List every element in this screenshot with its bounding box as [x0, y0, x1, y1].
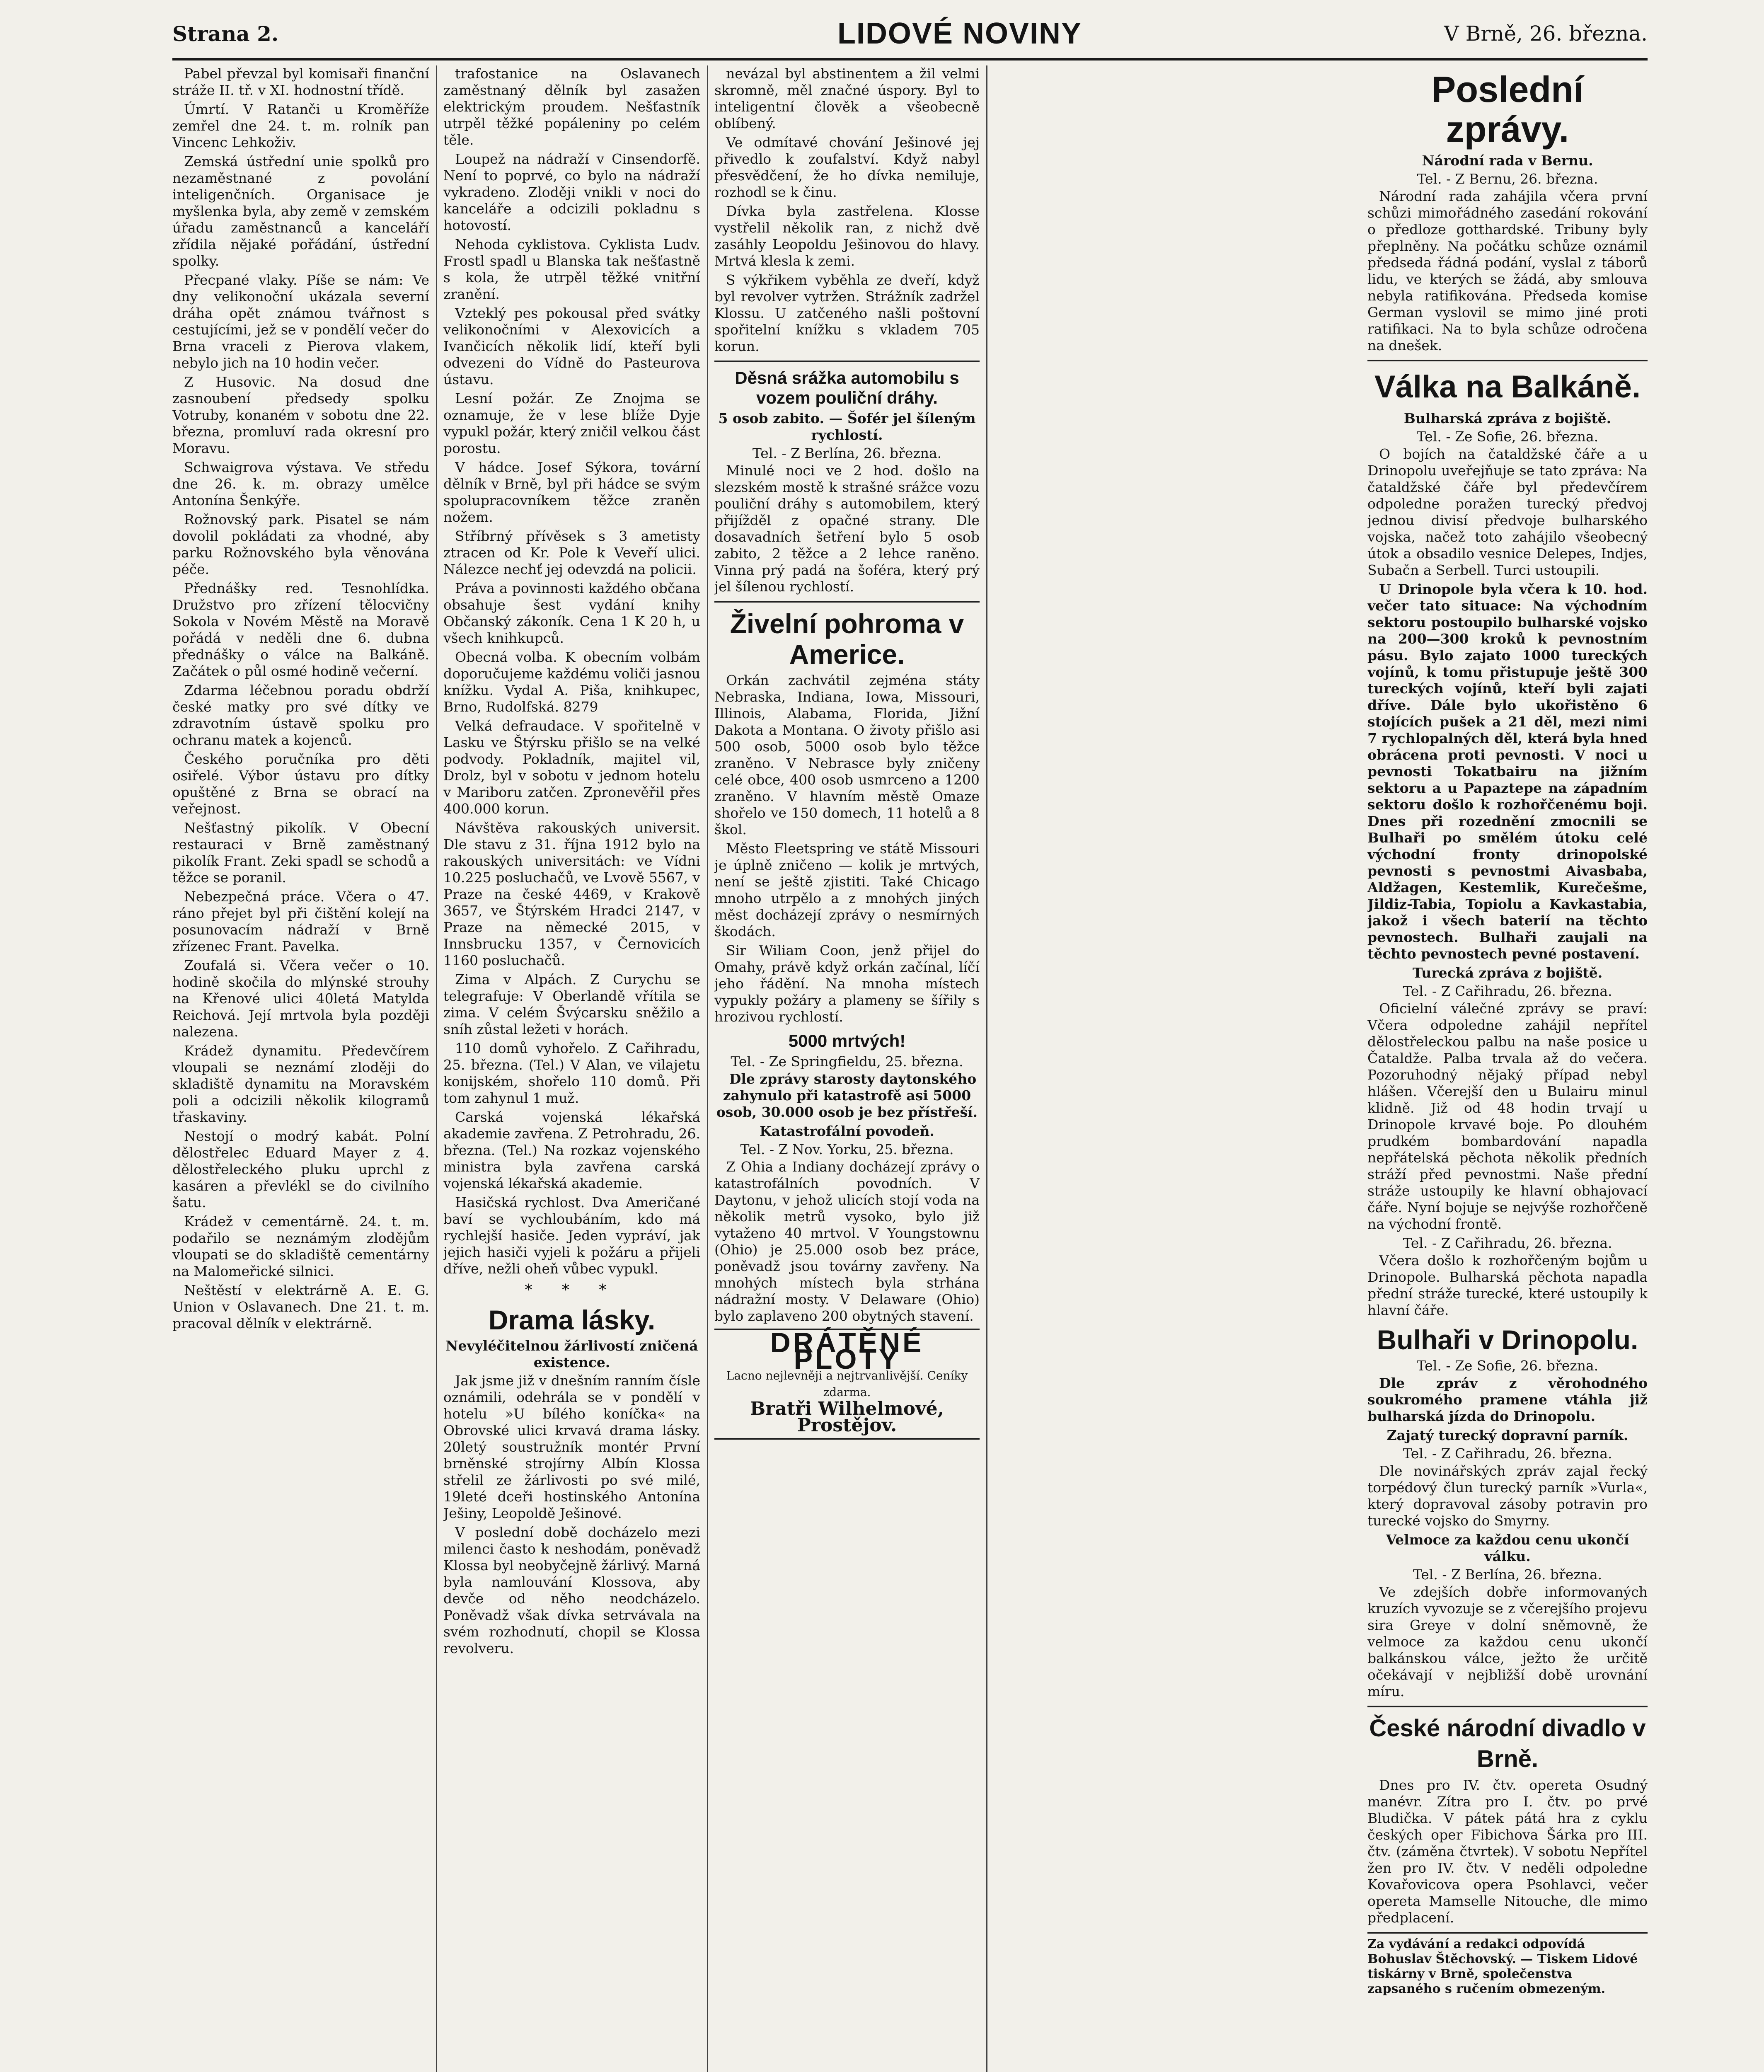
- column-2: [443, 65, 700, 2072]
- turkish-report-dateline-2: Tel. - Z Cařihradu, 26. března.: [1403, 1235, 1612, 1251]
- balkan-war-headline: Válka na Balkáně.: [1374, 369, 1641, 404]
- article-paragraph: Přednášky red. Tesnohlídka. Družstvo pro zřízení tělocvičny Sokola v Novém Městě na Moravě pořádá v neděli dne 6. dubna přednášky o válce na Balkáně. Začátek o půl osmé hodině večerní.: [172, 580, 429, 679]
- article-paragraph: Úmrtí. V Ratanči u Kroměříže zemřel dne 24. t. m. rolník pan Vincenc Lehkoživ.: [172, 101, 429, 150]
- masthead: LIDOVÉ NOVINY: [837, 17, 1082, 50]
- flood-dateline: Tel. - Z Nov. Yorku, 25. března.: [740, 1141, 954, 1157]
- national-council-dateline: Tel. - Z Bernu, 26. března.: [1417, 171, 1598, 187]
- article-paragraph: Nešťastný pikolík. V Obecní restauraci v Brně zaměstnaný pikolík Frant. Zeki spadl se schodů a těžce se poranil.: [172, 820, 429, 886]
- turkish-report-dateline: Tel. - Z Cařihradu, 26. března.: [1403, 983, 1612, 999]
- article-paragraph: Zemská ústřední unie spolků pro nezaměstnané z povolání inteligenčních. Organisace je myšlenka byla, aby země v zemském úřadu zaměstnanců a kanceláří zřídila nějaké pořádání, ústřední spolky.: [172, 153, 429, 269]
- place-date: V Brně, 26. března.: [1444, 22, 1648, 46]
- ship-text: Dle novinářských zpráv zajal řecký torpédový člun turecký parník »Vurla«, který dopravoval zásoby potravin pro turecké vojsko do Smyrny.: [1367, 1463, 1648, 1529]
- column-3: [714, 65, 980, 2072]
- column-divider: [986, 65, 987, 2072]
- bulgarians-in-adrianople-headline: Bulhaři v Drinopolu.: [1377, 1324, 1638, 1355]
- article-paragraph: Rožnovský park. Pisatel se nám dovolil pokládati za vhodné, aby parku Rožnovského byla věnována péče.: [172, 511, 429, 577]
- article-paragraph: Pabel převzal byl komisaři finanční stráže II. tř. v XI. hodnostní třídě.: [172, 65, 429, 98]
- turkish-report-text-2: Včera došlo k rozhořčeným bojům u Drinopole. Bulharská pěchota napadla přední stráže turecké, které ustoupily k hlavní čáře.: [1367, 1252, 1648, 1318]
- article-paragraph: V hádce. Josef Sýkora, tovární dělník v Brně, byl při hádce se svým spolupracovníkem těžce zraněn nožem.: [443, 459, 700, 525]
- turkish-report-subheadline: Turecká zpráva z bojiště.: [1412, 965, 1603, 981]
- article-paragraph: Z Husovic. Na dosud dne zasnoubení předsedy spolku Votruby, konaném v sobotu dne 22. března, promluví rada okresní pro Moravu.: [172, 374, 429, 456]
- america-headline: Živelní pohroma v Americe.: [730, 608, 964, 670]
- imprint: Za vydávání a redakci odpovídá Bohuslav Štěchovský. — Tiskem Lidové tiskárny v Brně, společenstva zapsaného s ručením obmezeným.: [1367, 1932, 1648, 1997]
- ship-dateline: Tel. - Z Cařihradu, 26. března.: [1403, 1445, 1612, 1462]
- article-paragraph: Zoufalá si. Včera večer o 10. hodině skočila do mlýnské strouhy na Křenové ulici 40letá Matylda Reichová. Její mrtvola byla později nalezena.: [172, 957, 429, 1040]
- automobile-subheadline: 5 osob zabito. — Šofér jel šíleným rychlostí.: [718, 410, 976, 443]
- article-paragraph: Město Fleetspring ve státě Missouri je úplně zničeno — kolik je mrtvých, není se ještě zjistiti. Také Chicago mnoho utrpělo a z mnohých jiných měst docházejí zprávy o nesmírných škodách.: [714, 840, 980, 939]
- deaths-headline: 5000 mrtvých!: [788, 1031, 906, 1051]
- header-rule: [172, 58, 1648, 61]
- page-header: [172, 17, 1648, 56]
- article-paragraph: Obecná volba. K obecním volbám doporučujeme každému voliči jasnou knížku. Vydal A. Piša, knihkupec, Brno, Rudolfská. 8279: [443, 649, 700, 715]
- flood-text: Z Ohia a Indiany docházejí zprávy o katastrofálních povodních. V Daytonu, v jehož ulicích stojí voda na několik metrů vysoko, bylo již vytaženo 40 mrtvol. V Youngstownu (Ohio) je 25.000 osob bez práce, poněvadž jsou továrny zavřeny. Na mnohých místech byla strhána nádražní mosty. V Delaware (Ohio) bylo zaplaveno 200 obytných stavení.: [714, 1159, 980, 1324]
- bulgarian-report-dateline: Tel. - Ze Sofie, 26. března.: [1416, 428, 1599, 445]
- article-paragraph: Práva a povinnosti každého občana obsahuje šest vydání knihy Občanský zákoník. Cena 1 K 20 h, u všech knihkupců.: [443, 580, 700, 646]
- article-paragraph: Vzteklý pes pokousal před svátky velikonočními v Alexovicích a Ivančicích několik lidí, kteří byli odvezeni do Vídně do Pasteurova ústavu.: [443, 305, 700, 387]
- deaths-text: Dle zprávy starosty daytonského zahynulo při katastrofě asi 5000 osob, 30.000 osob je bez přístřeší.: [716, 1071, 978, 1120]
- bulgarian-report-text-2: U Drinopole byla včera k 10. hod. večer tato situace: Na východním sektoru postoupilo bulharské vojsko na 200—300 kroků k pevnostním pásu. Bylo zajato 1000 tureckých vojínů, k tomu přistupuje ještě 300 tureckých vojínů, kteří byli zajati dříve. Dále bylo ukořistěno 6 stojících pušek a 21 děl, mezi nimi 7 rychlopalných děl, která byla hned obrácena proti pevnosti. V noci u pevnosti Tokatbairu na jižním sektoru a u Papaztepe na západním sektoru došlo k rozhořčenému boji. Dnes při rozednění zmocnili se Bulhaři po smělém útoku celé východní fronty drinopolské pevnosti s pevnostmi Aivasbaba, Aldžagen, Kestemlik, Kurečešme, Jildiz-Tabia, Topiolu a Kavkastabia, jakož i všech baterií na těchto pevnostech. Bulhaři zaujali na těchto pevnostech pevné postavení.: [1367, 581, 1648, 962]
- section-rule: [714, 361, 980, 362]
- column-divider: [707, 65, 708, 2072]
- great-powers-text: Ve zdejších dobře informovaných kruzích vyvozuje se z včerejšího projevu sira Greye v dolní sněmovně, že velmoce za každou cenu ukončí balkánskou válce, ježto že určitě očekávají v nejbližší době urovnání míru.: [1367, 1584, 1648, 1699]
- article-paragraph: S výkřikem vyběhla ze dveří, když byl revolver vytržen. Strážník zadržel Klossu. U zatčeného našli poštovní spořitelní knížku s vkladem 705 korun.: [714, 272, 980, 354]
- national-council-subheadline: Národní rada v Bernu.: [1422, 152, 1593, 169]
- theatre-headline: České národní divadlo v Brně.: [1369, 1715, 1646, 1772]
- article-paragraph: Zdarma léčebnou poradu obdrží české matky pro své dítky ve zdravotním ústavě spolku pro ochranu matek a kojenců.: [172, 682, 429, 748]
- column-4: [1367, 65, 1648, 2072]
- article-paragraph: Návštěva rakouských universit. Dle stavu z 31. října 1912 bylo na rakouských universitách: ve Vídni 10.225 posluchačů, ve Lvově 5567, v Praze na české 4469, v Krakově 3657, ve Štýrském Hradci 2147, v Praze na německé 2015, v Innsbrucku 1357, v Černovicích 1160 posluchačů.: [443, 820, 700, 968]
- bulgarians-text: Dle zpráv z věrohodného soukromého pramene vtáhla již bulharská jízda do Drinopolu.: [1367, 1375, 1648, 1424]
- great-powers-subheadline: Velmoce za každou cenu ukončí válku.: [1386, 1532, 1629, 1564]
- article-paragraph: Českého poručníka pro děti osiřelé. Výbor ústavu pro dítky opuštěné z Brna se obrací na veřejnost.: [172, 751, 429, 817]
- section-rule: [1367, 360, 1648, 361]
- bulgarian-report-text-1: O bojích na čataldžské čáře a u Drinopolu uveřejňuje se tato zpráva: Na čataldžské čáře byl předevčírem odpoledne poražen turecký předvoj jednou divisí předvoje bulharského vojska, načež toto zahájilo všeobecný útok a obsadilo vesnice Delepes, Indjes, Subačn a Serbell. Turci ustoupili.: [1367, 446, 1648, 578]
- article-paragraph: Carská vojenská lékařská akademie zavřena. Z Petrohradu, 26. března. (Tel.) Na rozkaz vojenského ministra byla zavřena carská vojenská lékařská akademie.: [443, 1109, 700, 1191]
- latest-news-headline: Poslední zprávy.: [1431, 69, 1584, 150]
- article-paragraph: nevázal byl abstinentem a žil velmi skromně, měl značné úspory. Byl to inteligentní člověk a všeobecně oblíbený.: [714, 65, 980, 131]
- article-paragraph: Hasičská rychlost. Dva Američané baví se vychloubáním, kdo má rychlejší hasiče. Jeden vypráví, jak jejich hasiči vyjeli k požáru a přijeli dříve, nežli oheň vůbec vypukl.: [443, 1194, 700, 1277]
- fence-advertisement: [714, 1329, 980, 1440]
- automobile-dateline: Tel. - Z Berlína, 26. března.: [752, 445, 942, 461]
- drama-headline: Drama lásky.: [488, 1305, 656, 1335]
- article-paragraph: Orkán zachvátil zejména státy Nebraska, Indiana, Iowa, Missouri, Illinois, Alabama, Florida, Jižní Dakota a Montana. O životy přišlo asi 500 osob, 5000 osob bylo těžce zraněno. V Nebrasce byly zničeny celé obce, 400 osob usmrceno a 1200 zraněno. V hlavním městě Omaze shořelo ve 150 domech, 11 hotelů a 8 škol.: [714, 672, 980, 838]
- article-paragraph: Dívka byla zastřelena. Klosse vystřelil několik ran, z nichž dvě zasáhly Leopoldu Ješinovou do hlavy. Mrtvá klesla k zemi.: [714, 203, 980, 269]
- article-paragraph: Přecpané vlaky. Píše se nám: Ve dny velikonoční ukázala severní dráha opět známou tvářnost s cestujícími, jež se v pondělí večer do Brna vraceli z Pierova vlakem, nebylo jich na 10 hodin večer.: [172, 272, 429, 371]
- theatre-text: Dnes pro IV. čtv. opereta Osudný manévr. Zítra pro I. čtv. po prvé Bludička. V pátek pátá hra z cyklu českých oper Fibichova Šárka pro III. čtv. (záměna čtvrtek). V sobotu Nepřítel žen pro IV. čtv. V neděli odpoledne Kovařovicova opera Psohlavci, večer opereta Mamselle Nitouche, dle mimo předplacení.: [1367, 1777, 1648, 1926]
- ship-subheadline: Zajatý turecký dopravní parník.: [1387, 1427, 1628, 1443]
- flood-headline: Katastrofální povodeň.: [760, 1123, 934, 1139]
- column-divider: [436, 65, 437, 2072]
- drama-subheadline: Nevyléčitelnou žárlivostí zničená existence.: [445, 1338, 698, 1370]
- article-paragraph: Ve odmítavé chování Ješinové jej přivedlo k zoufalství. Když nabyl přesvědčení, že ho dívka nemiluje, rozhodl se k činu.: [714, 134, 980, 200]
- national-council-text: Národní rada zahájila včera první schůzi mimořádného zasedání rokování o předloze gotthardské. Tribuny byly přeplněny. Na počátku schůze oznámil předseda řádná podání, vyslal z táborů lidu, ve kterých se žádá, aby smlouva nebyla ratifikována. Předseda komise German vyslovil se mimo jiné proti ratifikaci. Na to byla schůze odročena na dnešek.: [1367, 188, 1648, 353]
- section-rule: [714, 601, 980, 603]
- deaths-dateline: Tel. - Ze Springfieldu, 25. března.: [731, 1053, 963, 1070]
- article-paragraph: Jak jsme již v dnešním ranním čísle oznámili, odehrála se v pondělí v hotelu »U bílého koníčka« na Obrovské ulici krvavá drama lásky. 20letý soustružník montér První brněnské strojírny Albín Klossa střelil ze žárlivosti po své milé, 19leté dceři hostinského Antonína Ješiny, Leopoldě Ješinové.: [443, 1372, 700, 1521]
- great-powers-dateline: Tel. - Z Berlína, 26. března.: [1413, 1566, 1602, 1583]
- article-paragraph: Krádež v cementárně. 24. t. m. podařilo se neznámým zlodějům vloupati se do skladiště cementárny na Malomeřické silnici.: [172, 1213, 429, 1279]
- article-paragraph: V poslední době docházelo mezi milenci často k neshodám, poněvadž Klossa byl neobyčejně žárlivý. Marná byla namlouvání Klossova, aby devče od něho neodcházelo. Poněvadž však dívka setrvávala na svém rozhodnutí, chopil se Klossa revolveru.: [443, 1524, 700, 1656]
- page-number: Strana 2.: [172, 22, 279, 46]
- section-stars: * * *: [525, 1282, 619, 1299]
- article-paragraph: trafostanice na Oslavanech zaměstnaný dělník byl zasažen elektrickým proudem. Nešťastník utrpěl těžké popáleniny po celém těle.: [443, 65, 700, 148]
- bulgarians-dateline: Tel. - Ze Sofie, 26. března.: [1416, 1358, 1599, 1374]
- article-paragraph: Nestojí o modrý kabát. Polní dělostřelec Eduard Mayer z 4. dělostřeleckého pluku uprchl z kasáren a převlékl se do civilního šatu.: [172, 1128, 429, 1210]
- ad-line: Lacno nejlevněji a nejtrvanlivější. Ceníky zdarma.: [726, 1369, 968, 1399]
- article-paragraph: Lesní požár. Ze Znojma se oznamuje, že v lese blíže Dyje vypukl požár, který zničil velkou část porostu.: [443, 390, 700, 456]
- article-paragraph: Neštěstí v elektrárně A. E. G. Union v Oslavanech. Dne 21. t. m. pracoval dělník v elektrárně.: [172, 1282, 429, 1331]
- section-rule: [1367, 1706, 1648, 1707]
- column-1: [172, 65, 429, 2072]
- article-paragraph: Krádež dynamitu. Předevčírem vloupali se neznámí zloději do skladiště dynamitu na Moravském poli a odcizili několik kilogramů třaskaviny.: [172, 1043, 429, 1125]
- automobile-headline: Děsná srážka automobilu s vozem pouliční dráhy.: [735, 368, 959, 407]
- article-paragraph: Loupež na nádraží v Cinsendorfě. Není to poprvé, co bylo na nádraží vykradeno. Zloději vnikli v noci do kanceláře a odcizili pokladnu s hotovostí.: [443, 151, 700, 233]
- article-paragraph: Nebezpečná práce. Včera o 47. ráno přejet byl při čištění kolejí na posunovacím nádraží v Brně zřízenec Frant. Pavelka.: [172, 888, 429, 954]
- article-paragraph: Nehoda cyklistova. Cyklista Ludv. Frostl spadl u Blanska tak nešťastně s kola, že utrpěl těžké vnitřní zranění.: [443, 236, 700, 302]
- article-paragraph: Minulé noci ve 2 hod. došlo na slezském mostě k strašné srážce vozu pouliční dráhy s automobilem, který přijížděl z opačné strany. Dle dosavadních šetření bylo 5 osob zabito, 2 těžce a 2 lehce raněno. Vinna prý padá na šoféra, který prý jel šílenou rychlostí.: [714, 462, 980, 595]
- bulgarian-report-subheadline: Bulharská zpráva z bojiště.: [1403, 410, 1612, 426]
- turkish-report-text-1: Oficielní válečné zprávy se praví: Včera odpoledne zahájil nepřítel dělostřeleckou palbu na naše posice u Čataldže. Palba trvala až do večera. Pozoruhodný nějaký případ nebyl hlášen. Včerejší den u Bulairu minul klidně. Již od 48 hodin trvají u Drinopole krvavé boje. Po dlouhém prudkém bombardování napadla nepřátelská pěchota několik předních stráží před pevnostmi. Naše přední stráže ustoupily ke hlavní obhajovací čáře. Nyní bojuje se nejvýše rozhořčeně na východní frontě.: [1367, 1000, 1648, 1232]
- article-paragraph: Sir Wiliam Coon, jenž přijel do Omahy, právě když orkán začínal, líčí jeho řádění. Na mnoha místech vypukly požáry a plameny se šířily s hrozivou rychlostí.: [714, 942, 980, 1025]
- article-paragraph: Velká defraudace. V spořitelně v Lasku ve Štýrsku přišlo se na velké podvody. Pokladník, majitel vil, Drolz, byl v sobotu v jednom hotelu v Mariboru zatčen. Zpronevěřil přes 400.000 korun.: [443, 718, 700, 817]
- ad-title: DRÁTĚNÉ PLOTY: [770, 1327, 924, 1375]
- article-paragraph: 110 domů vyhořelo. Z Cařihradu, 25. března. (Tel.) V Alan, ve vilajetu konijském, shořelo 110 domů. Při tom zahynul 1 muž.: [443, 1040, 700, 1106]
- article-paragraph: Stříbrný přívěsek s 3 ametisty ztracen od Kr. Pole k Veveří ulici. Nálezce nechť jej odevzdá na policii.: [443, 528, 700, 577]
- article-paragraph: Zima v Alpách. Z Curychu se telegrafuje: V Oberlandě vřítila se zima. V celém Švýcarsku sněžilo a sníh zůstal ležeti v horách.: [443, 971, 700, 1037]
- ad-maker: Bratři Wilhelmové, Prostějov.: [750, 1398, 944, 1436]
- article-paragraph: Schwaigrova výstava. Ve středu dne 26. k. m. obrazy umělce Antonína Šenkýře.: [172, 459, 429, 508]
